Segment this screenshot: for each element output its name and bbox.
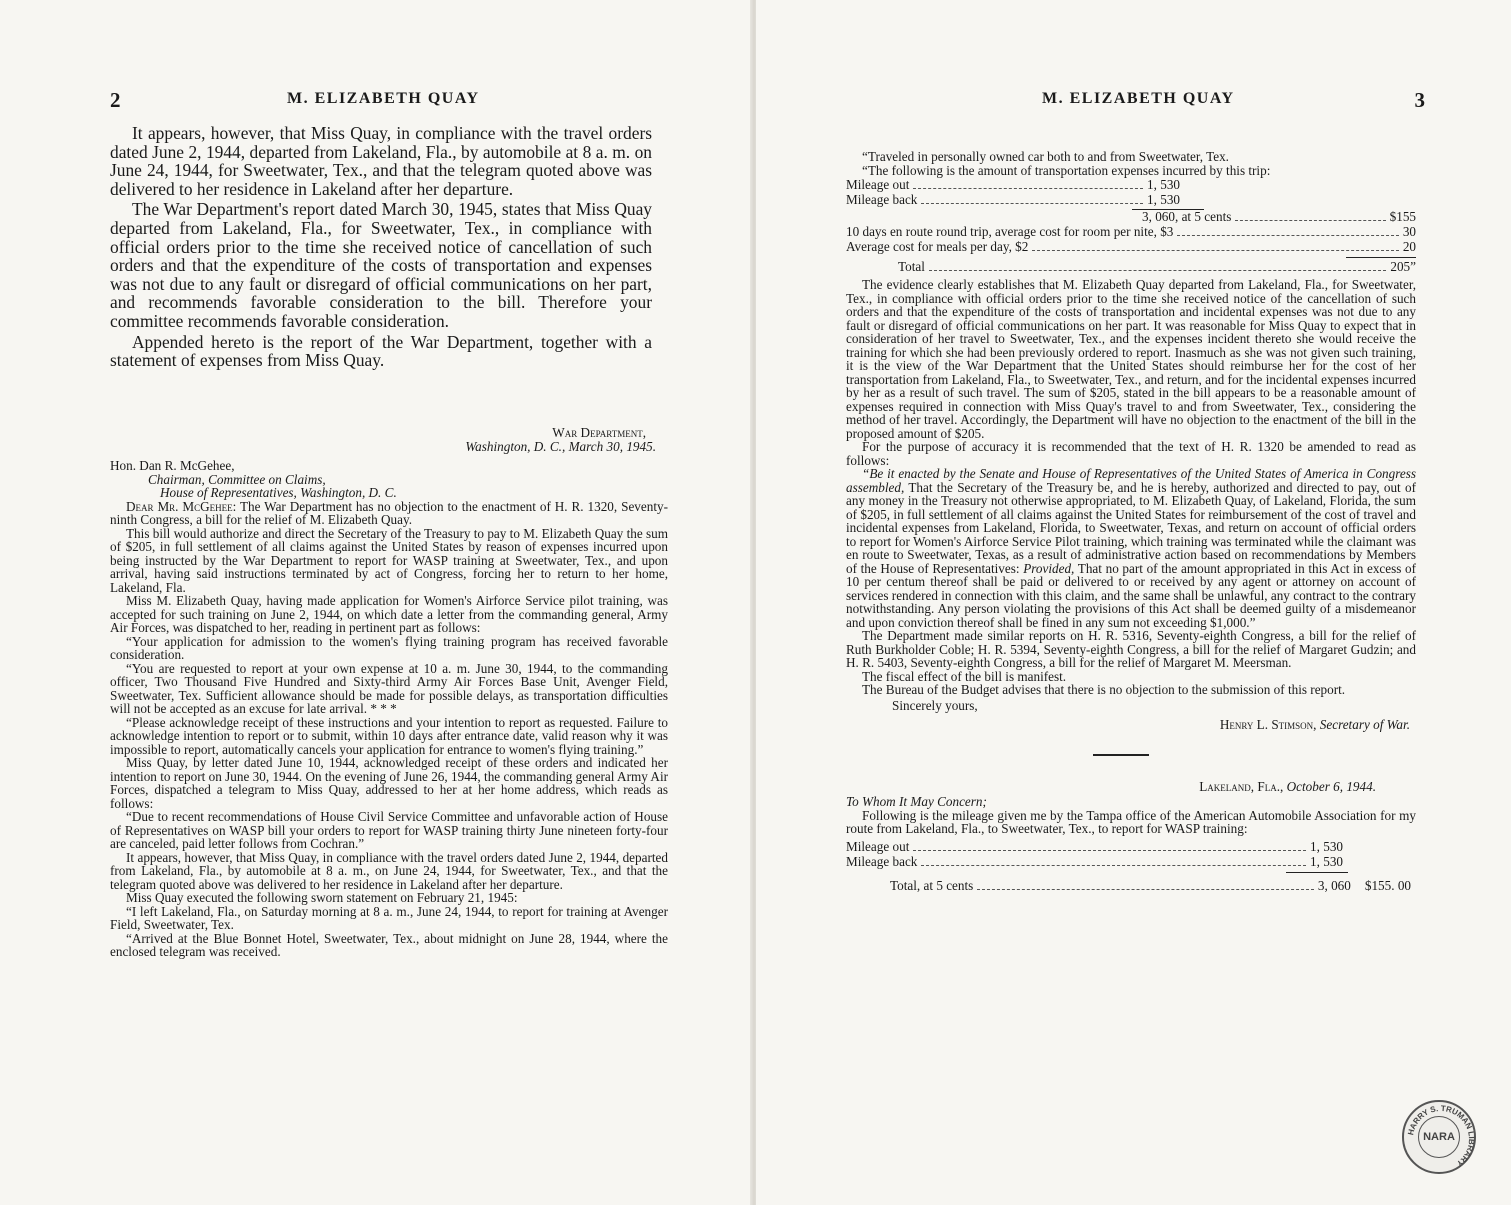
left-page bbox=[0, 0, 752, 1205]
paragraph: The War Department's report dated March 30, 1945, states that Miss Quay departed from Lakeland, Fla., for Sweetwater, Tex., in compliance with official orders prior to the time she received notice of cancellation of such orders and that the expenditure of the costs of transportation and expenses was not due to any fault or disregard of official communications on her part, and recommends favorable consideration to the bill. Therefore your committee recommends favorable consideration. bbox=[110, 199, 652, 331]
paragraph: Miss M. Elizabeth Quay, having made application for Women's Airforce Service pilot training, was accepted for such training on June 2, 1944, on which date a letter from the commanding general, Army Air Forces, was dispatched to her, reading in pertinent part as follows: bbox=[110, 593, 668, 635]
quoted-paragraph: “Arrived at the Blue Bonnet Hotel, Sweetwater, Tex., about midnight on June 28, 1944, where the enclosed telegram was received. bbox=[110, 930, 668, 959]
running-head: M. ELIZABETH QUAY bbox=[1042, 90, 1235, 107]
war-department-letter-continued bbox=[846, 150, 1416, 894]
expense-row: Mileage back 1, 530 bbox=[846, 192, 1180, 207]
svg-text:HARRY S. TRUMAN LIBRARY: HARRY S. TRUMAN LIBRARY bbox=[1406, 1103, 1477, 1169]
addressee-block bbox=[110, 459, 668, 500]
quoted-paragraph: “Due to recent recommendations of House Civil Service Committee and unfavorable action of House of Representatives on WASP bill your orders to report for WASP training thirty June nineteen forty-four are canceled, paid letter follows from Cochran.” bbox=[110, 809, 668, 851]
quoted-paragraph: “Your application for admission to the women's flying training program has received favorable consideration. bbox=[110, 633, 668, 662]
quoted-paragraph: “Traveled in personally owned car both to and from Sweetwater, Tex. bbox=[862, 149, 1229, 164]
quoted-paragraph: “I left Lakeland, Fla., on Saturday morning at 8 a. m., June 24, 1944, to report for training at Avenger Field, Sweetwater, Tex. bbox=[110, 903, 668, 932]
stamp-center: NARA bbox=[1418, 1116, 1460, 1158]
paragraph: This bill would authorize and direct the Secretary of the Treasury to pay to M. Elizabeth Quay the sum of $205, in full settlement of all claims against the United States by reason of expenses incurred upon being instructed by the War Department to report for WASP training at Sweetwater, Tex., and upon arrival, having said instructions terminated by act of Congress, forcing her to return to her home, Lakeland, Fla. bbox=[110, 525, 668, 595]
expense-row: 10 days en route round trip, average cost for room per nite, $3 30 bbox=[846, 224, 1416, 239]
quoted-paragraph: “The following is the amount of transportation expenses incurred by this trip: bbox=[862, 162, 1271, 178]
paragraph: Appended hereto is the report of the War Department, together with a statement of expenses from Miss Quay. bbox=[110, 331, 652, 371]
paragraph: Miss Quay executed the following sworn statement on February 21, 1945: bbox=[126, 890, 518, 905]
quoted-paragraph: “You are requested to report at your own expense at 10 a. m. June 30, 1944, to the commanding officer, Two Thousand Five Hundred and Sixty-third Army Air Forces Base Unit, Avenger Field, Sweetwater, Tex. Sufficient allowance should be made for possible delays, as transportation difficulties will not be accepted as an excuse for late arrival. * * * bbox=[110, 660, 668, 716]
paragraph: Miss Quay, by letter dated June 10, 1944, acknowledged receipt of these orders and indicated her intention to report on June 30, 1944. On the evening of June 26, 1944, the commanding general Army Air Forces, dispatched a telegram to Miss Quay, addressed to her at her home address, which reads as follows: bbox=[110, 755, 668, 811]
right-header bbox=[846, 88, 1426, 114]
statement-dateline: Lakeland, Fla., October 6, 1944. bbox=[1199, 778, 1376, 794]
signature: Henry L. Stimson, Secretary of War. bbox=[1219, 717, 1410, 732]
letterhead-org: War Department, bbox=[552, 425, 646, 440]
paragraph: The fiscal effect of the bill is manifest. bbox=[862, 668, 1067, 684]
left-header bbox=[110, 88, 670, 114]
amendment-paragraph: “Be it enacted by the Senate and House of Representatives of the United States of America in Congress assembled, That the Secretary of the Treasury be, and he is hereby, authorized and directed to pay, out of any money in the Treasury not otherwise appropriated, to M. Elizabeth Quay, of Lakeland, Florida, the sum of $205, in full settlement of all claims against the United States for reimbursement of the cost of travel and incidental expenses from Lakeland, Florida, to Sweetwater, Texas, and return on account of official orders to report for Women's Airforce Service Pilot training, which training was terminated while the claimant was en route to Sweetwater, Texas, as a result of administrative action based on recommendations by Members of the House of Representatives: Provided, That no part of the amount appropriated in this Act in excess of 10 per centum thereof shall be paid or delivered to or received by any agent or attorney on account of services rendered in connection with this claim, and the same shall be unlawful, any contract to the contrary notwithstanding. Any person violating the provisions of this Act shall be deemed guilty of a misdemeanor and upon conviction thereof shall be fined in any sum not exceeding $1,000.” bbox=[846, 466, 1417, 630]
paragraph: The evidence clearly establishes that M. Elizabeth Quay departed from Lakeland, Fla., for Sweetwater, Tex., in compliance with official orders prior to the time she received notice of the cancellation of such orders and that the expenditure of the costs of transportation and incidental expenses was not due to any fault or disregard of official communications on her part. It was reasonable for Miss Quay to expect that in consideration of her travel to Sweetwater, Tex., and the expenses incident thereto she would receive the training for which she had been previously ordered to report. Inasmuch as she was not given such training, it is the view of the War Department that the United States should reimburse her for the cost of her transportation from Lakeland, Fla., to Sweetwater, Tex., and return, and for the incidental expenses incurred by her as a result of such travel. The sum of $205, stated in the bill appears to be a reasonable amount of expenses required in connection with Miss Quay's travel to and from Sweetwater, Tex., considering the method of her travel. Accordingly, the Department will have no objection to the enactment of the bill in the proposed amount of $205. bbox=[846, 277, 1416, 441]
expense-total-row: Total 205” bbox=[898, 259, 1416, 274]
running-head: M. ELIZABETH QUAY bbox=[287, 90, 480, 107]
valediction: Sincerely yours, bbox=[892, 697, 978, 713]
expense-row: 3, 060, at 5 cents $155 bbox=[1142, 209, 1416, 224]
expense-table bbox=[846, 178, 1416, 275]
library-stamp bbox=[1402, 1100, 1476, 1174]
salutation-paragraph: Dear Mr. McGehee: The War Department has no objection to the enactment of H. R. 1320, Seventy-ninth Congress, a bill for the relief of M. Elizabeth Quay. bbox=[110, 498, 668, 527]
statement-total-row: Total, at 5 cents 3, 060 $155. 00 bbox=[890, 877, 1411, 893]
letterhead bbox=[110, 426, 668, 453]
committee-report-text bbox=[110, 124, 652, 370]
page-number: 3 bbox=[1414, 88, 1426, 112]
salutation: Dear Mr. McGehee: bbox=[126, 498, 237, 514]
war-department-letter bbox=[110, 426, 668, 959]
quoted-paragraph: “Please acknowledge receipt of these instructions and your intention to report as requested. Failure to acknowledge intention to report or to submit, within 10 days after entrance date, valid reason why it was impossible to report, automatically cancels your application for entrance to women's flying training.” bbox=[110, 714, 668, 757]
statement-salutation: To Whom It May Concern; bbox=[846, 794, 987, 809]
paragraph: It appears, however, that Miss Quay, in compliance with the travel orders dated June 2, 1944, departed from Lakeland, Fla., by automobile at 8 a. m., on June 24, 1944, for Sweetwater, Tex., and that the telegram quoted above was delivered to her residence in Lakeland after her departure. bbox=[110, 849, 668, 892]
addressee-name: Hon. Dan R. McGehee, bbox=[110, 458, 235, 473]
paragraph: The Department made similar reports on H. R. 5316, Seventy-eighth Congress, a bill for the relief of Ruth Burkholder Coble; H. R. 5394, Seventy-eighth Congress, a bill for the relief of Margaret Gudzin; and H. R. 5403, Seventy-eighth Congress, a bill for the relief of Margaret M. Meersman. bbox=[846, 628, 1416, 670]
addressee-title: Chairman, Committee on Claims, bbox=[148, 471, 326, 487]
paragraph: The Bureau of the Budget advises that there is no objection to the submission of this report. bbox=[862, 682, 1346, 697]
page-number: 2 bbox=[110, 88, 122, 112]
section-divider bbox=[1093, 754, 1149, 756]
statement-row: Mileage out 1, 530 bbox=[846, 838, 1343, 854]
letter-date: Washington, D. C., March 30, 1945. bbox=[465, 438, 656, 454]
expense-row: Average cost for meals per day, $2 20 bbox=[846, 239, 1416, 254]
statement-text: Following is the mileage given me by the Tampa office of the American Automobile Association for my route from Lakeland, Fla., to Sweetwater, Tex., to report for WASP training: bbox=[846, 807, 1416, 836]
expense-row: Mileage out 1, 530 bbox=[846, 177, 1180, 192]
paragraph: It appears, however, that Miss Quay, in compliance with the travel orders dated June 2, 1944, departed from Lakeland, Fla., by automobile at 8 a. m. on June 24, 1944, for Sweetwater, Tex., and that the telegram quoted above was delivered to her residence in Lakeland after her departure. bbox=[110, 123, 652, 199]
statement-table bbox=[846, 838, 1411, 894]
addressee-office: House of Representatives, Washington, D. C. bbox=[160, 485, 397, 500]
statement-row: Mileage back 1, 530 bbox=[846, 853, 1343, 869]
paragraph: For the purpose of accuracy it is recommended that the text of H. R. 1320 be amended to read as follows: bbox=[846, 439, 1416, 468]
